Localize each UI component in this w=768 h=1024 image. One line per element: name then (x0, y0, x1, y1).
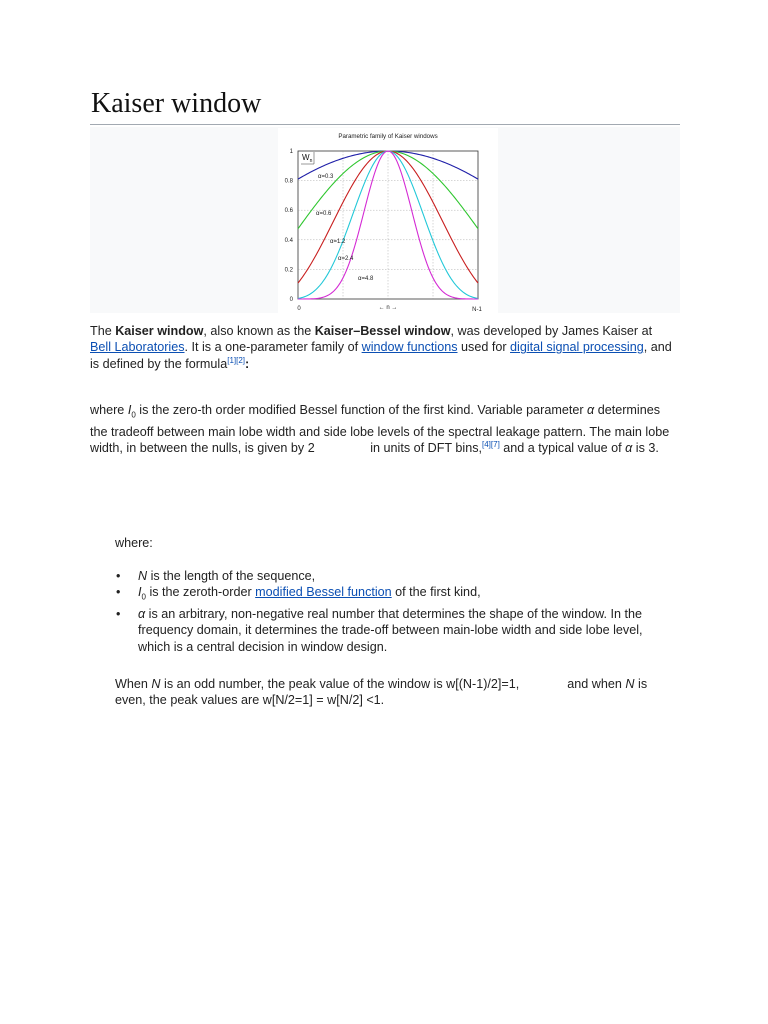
kaiser-window-chart (278, 128, 498, 316)
link-window-functions[interactable]: window functions (361, 340, 458, 355)
y-axis-symbol: $W_n$ (302, 153, 313, 164)
link-modified-bessel-function[interactable]: modified Bessel function (255, 585, 392, 600)
list-item: • N is the length of the sequence, (116, 569, 316, 583)
curve-label: α=0.6 (316, 211, 332, 217)
where-label: where: (115, 536, 153, 550)
kaiser-window-figure (278, 128, 498, 316)
term-kaiser-bessel-window: Kaiser–Bessel window (314, 324, 451, 338)
x-tick-left: 0 (297, 306, 301, 312)
peak-value-paragraph: When N is an odd number, the peak value of the window is w[(N-1)/2]=1, and when N is even, the peak values are w[N/2=1] = w[N/2] <1. (115, 677, 648, 708)
title-divider (90, 124, 680, 125)
intro-paragraph: The Kaiser window, also known as the Kaiser–Bessel window, was developed by James Kaiser at Bell Laboratories. It is a one-parameter family of window functions used for digital signal processing, and is defined by the formula[1][2]: (90, 324, 672, 371)
list-item: • $I_0$ is the zeroth-order modified Bessel function of the first kind, (116, 585, 481, 602)
term-kaiser-window: Kaiser window (115, 324, 204, 338)
definition-paragraph: where $I_0$ is the zero-th order modified Bessel function of the first kind. Variable parameter α determines the tradeoff between main lobe width and side lobe levels of the spectral leakage pattern. The main lobe width, in between the nulls, is given by 2 in units of DFT bins,[4][7] and a typical value of α is 3. (90, 403, 670, 456)
reference-link[interactable]: [4][7] (482, 439, 500, 449)
y-tick-label: 0.8 (284, 178, 293, 185)
link-bell-laboratories[interactable]: Bell Laboratories (90, 340, 185, 355)
y-tick-label: 1 (289, 149, 293, 155)
curve-label: α=0.3 (318, 174, 334, 180)
curve-label: α=4.8 (358, 276, 374, 282)
curve-label: α=2.4 (338, 256, 354, 262)
reference-link[interactable]: [1][2] (227, 355, 246, 365)
list-item: • α is an arbitrary, non-negative real number that determines the shape of the window. In the frequency domain, it determines the trade-off between main-lobe width and side lobe level, which is a central decision in window design. (116, 607, 643, 654)
parameter-list (115, 568, 670, 655)
curve-label: α=1.2 (330, 239, 346, 245)
y-tick-label: 0.2 (284, 267, 293, 274)
y-tick-label: 0.6 (284, 208, 293, 215)
x-tick-right: N-1 (472, 307, 482, 313)
y-tick-label: 0.4 (284, 237, 293, 244)
chart-title: Parametric family of Kaiser windows (338, 133, 438, 140)
y-tick-label: 0 (289, 297, 293, 303)
page-title: Kaiser window (91, 88, 262, 119)
x-axis-label: ← n → (378, 305, 398, 311)
link-digital-signal-processing[interactable]: digital signal processing (510, 340, 644, 355)
